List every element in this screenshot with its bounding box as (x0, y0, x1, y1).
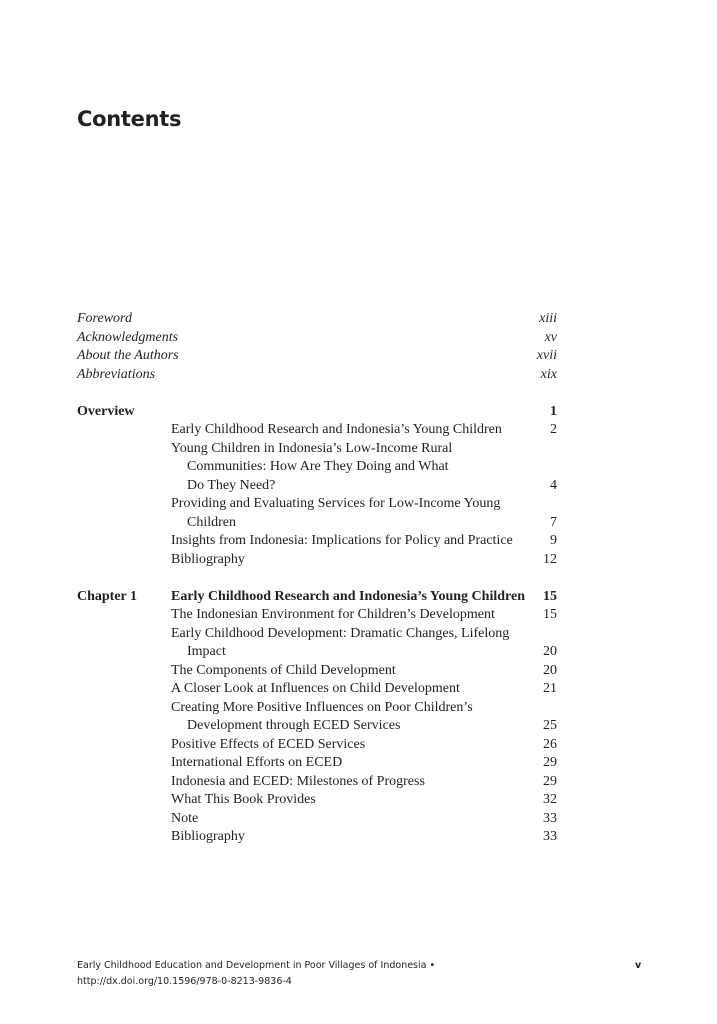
page-number: 25 (543, 718, 557, 733)
table-of-contents (77, 310, 557, 847)
entry-title: Acknowledgments (77, 329, 179, 345)
overview-heading-row[interactable] (77, 403, 557, 422)
entry-title: Communities: How Are They Doing and What (187, 459, 449, 474)
entry-title: Providing and Evaluating Services for Low-Income Young (171, 496, 501, 511)
section-label: Overview (77, 403, 135, 419)
entry-title: Do They Need? (187, 477, 276, 493)
toc-entry[interactable] (77, 773, 557, 792)
toc-entry[interactable] (77, 680, 557, 699)
entry-title: A Closer Look at Influences on Child Development (171, 681, 460, 696)
footer-doi-link[interactable]: http://dx.doi.org/10.1596/978-0-8213-9836-4 (77, 976, 292, 987)
entry-title: Indonesia and ECED: Milestones of Progress (171, 773, 425, 789)
toc-entry[interactable] (77, 810, 557, 829)
page-number: 33 (543, 810, 557, 826)
entry-title: Abbreviations (77, 366, 156, 382)
page-number: xv (544, 329, 557, 345)
entry-title: Insights from Indonesia: Implications for Policy and Practice (171, 533, 513, 548)
toc-entry[interactable] (77, 551, 557, 570)
toc-entry[interactable] (77, 495, 557, 514)
page-number: 1 (550, 403, 557, 419)
entry-title: Young Children in Indonesia’s Low-Income Rural (171, 440, 453, 456)
page-number: 32 (543, 792, 557, 807)
entry-title: About the Authors (77, 348, 179, 363)
footer-book-title: Early Childhood Education and Development in Poor Villages of Indonesia (77, 960, 427, 971)
entry-title: The Components of Child Development (171, 662, 396, 678)
toc-entry[interactable] (77, 699, 557, 718)
entry-title: International Efforts on ECED (171, 755, 343, 770)
toc-entry[interactable] (77, 532, 557, 551)
page-footer (77, 958, 435, 990)
entry-title: Bibliography (171, 829, 245, 844)
page-number: xvii (536, 348, 557, 363)
toc-entry[interactable] (77, 662, 557, 681)
toc-entry[interactable] (77, 347, 557, 366)
page-number: 33 (543, 829, 557, 844)
toc-entry[interactable] (77, 329, 557, 348)
toc-entry-continuation[interactable] (77, 643, 557, 662)
page-number: 2 (550, 422, 557, 437)
toc-entry[interactable] (77, 791, 557, 810)
page-number: 20 (543, 644, 557, 659)
chapter-title: Early Childhood Research and Indonesia’s Young Children (171, 588, 525, 604)
entry-title: Early Childhood Development: Dramatic Changes, Lifelong (171, 625, 510, 641)
section-label: Chapter 1 (77, 588, 138, 604)
toc-entry-continuation[interactable] (77, 514, 557, 533)
page-number: 20 (543, 662, 557, 678)
front-matter-section (77, 310, 557, 384)
entry-title: Creating More Positive Influences on Poor Children’s (171, 699, 473, 715)
page-number: 9 (550, 533, 557, 548)
entry-title: Bibliography (171, 551, 245, 567)
toc-entry-continuation[interactable] (77, 477, 557, 496)
toc-entry-continuation[interactable] (77, 717, 557, 736)
footer-bullet: • (429, 960, 436, 971)
page-number: 15 (543, 588, 557, 604)
chapter-1-section (77, 588, 557, 847)
toc-entry[interactable] (77, 736, 557, 755)
toc-entry[interactable] (77, 606, 557, 625)
toc-entry[interactable] (77, 625, 557, 644)
toc-entry[interactable] (77, 310, 557, 329)
entry-title: Note (171, 810, 199, 826)
page-number: 26 (543, 736, 557, 752)
entry-title: Early Childhood Research and Indonesia’s Young Children (171, 422, 502, 437)
toc-entry[interactable] (77, 828, 557, 847)
page-number: xiii (539, 311, 557, 326)
entry-title: The Indonesian Environment for Children’s Development (171, 607, 495, 622)
entry-title: Foreword (77, 311, 132, 326)
entry-title: Development through ECED Services (187, 718, 401, 733)
toc-entry[interactable] (77, 754, 557, 773)
entry-title: Impact (187, 644, 226, 659)
chapter-heading-row[interactable] (77, 588, 557, 607)
page-number: 15 (543, 607, 557, 622)
page-number: xix (540, 366, 557, 382)
toc-entry[interactable] (77, 421, 557, 440)
page-number: 21 (543, 681, 557, 696)
page-number: 29 (543, 773, 557, 789)
overview-section (77, 403, 557, 570)
page-number: 29 (543, 755, 557, 770)
entry-title: Positive Effects of ECED Services (171, 736, 366, 752)
toc-entry-continuation[interactable] (77, 458, 557, 477)
toc-entry[interactable] (77, 366, 557, 385)
page-number: 7 (550, 514, 557, 530)
page-title: Contents (77, 107, 182, 131)
toc-entry[interactable] (77, 440, 557, 459)
page-number: 12 (543, 551, 557, 567)
entry-title: Children (187, 514, 236, 530)
entry-title: What This Book Provides (171, 792, 316, 807)
footer-page-number: v (635, 960, 642, 971)
page-number: 4 (550, 477, 557, 493)
